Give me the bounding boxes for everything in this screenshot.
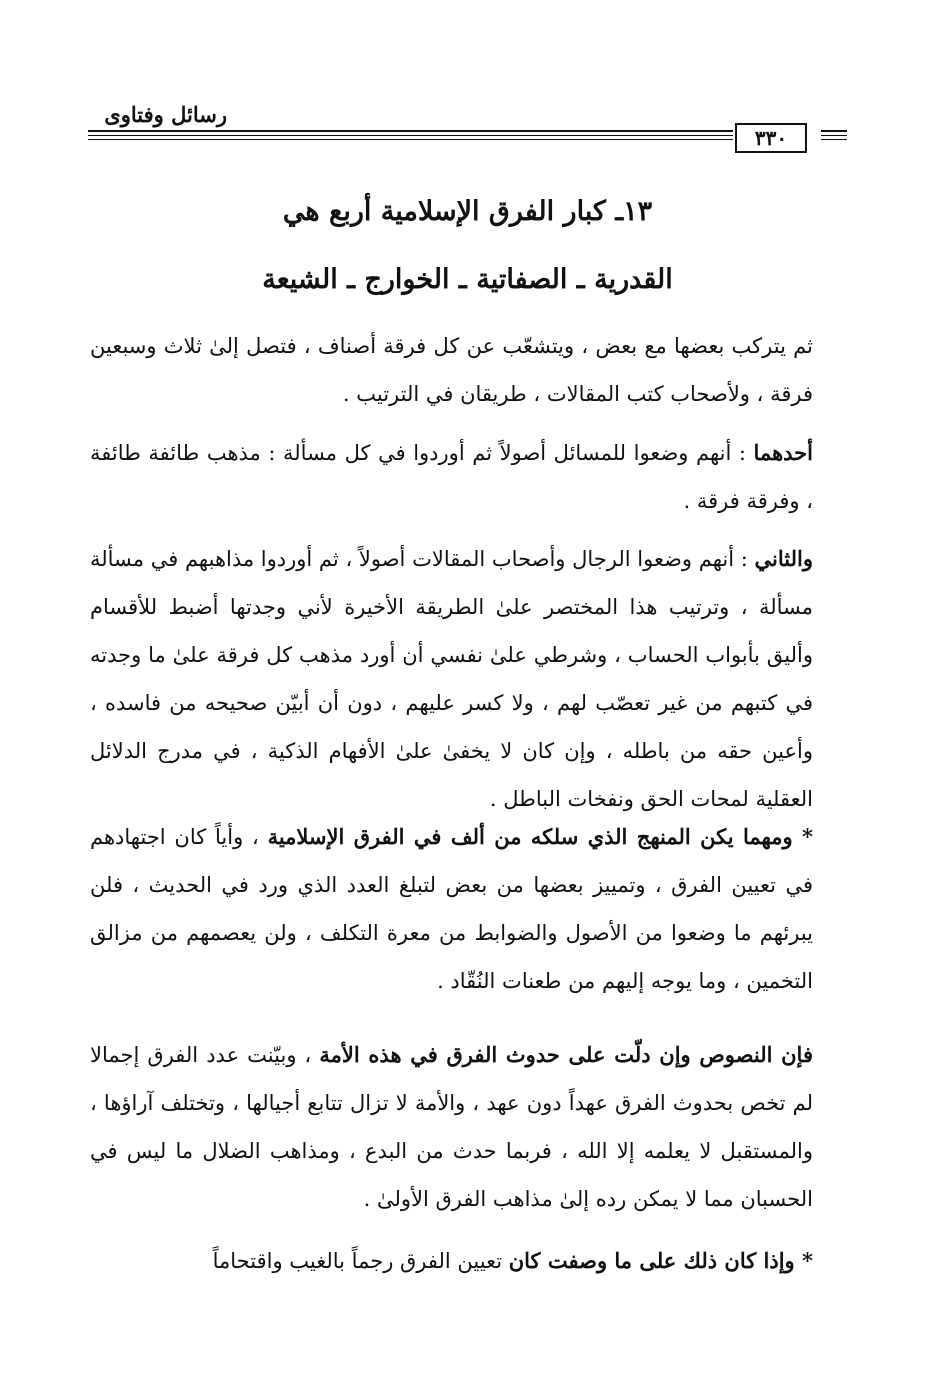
paragraph-text: ، وبيّنت عدد الفرق إجمالا لم تخص بحدوث الفرق عهداً دون عهد ، والأمة لا تزال تتابع أجيالها ، وتختلف آراؤها ، والمستقبل لا يعلمه إلا الله ، فربما حدث من البدع ، ومذاهب الضلال ما ليس في الحسبان مما لا يمكن رده إلىٰ مذاهب الفرق الأولىٰ . bbox=[90, 1043, 813, 1211]
paragraph-lead: * وإذا كان ذلك على ما وصفت كان bbox=[508, 1248, 813, 1273]
paragraph bbox=[90, 1237, 813, 1285]
paragraph-lead: فإن النصوص وإن دلّت على حدوث الفرق في هذه الأمة bbox=[319, 1042, 813, 1067]
paragraph-lead: * ومهما يكن المنهج الذي سلكه من ألف في الفرق الإسلامية bbox=[267, 824, 814, 849]
paragraph bbox=[90, 535, 813, 823]
paragraph-text: ، وأياً كان اجتهادهم في تعيين الفرق ، وتمييز بعضها من بعض لتبلغ العدد الذي ورد في الحديث ، فلن يبرئهم ما وضعوا من الأصول والضوابط من معرة التكلف ، ولن يعصمهم من مزالق التخمين ، وما يوجه إليهم من طعنات النُقّاد . bbox=[90, 825, 813, 993]
header-rule bbox=[88, 130, 733, 132]
paragraph bbox=[90, 429, 813, 525]
header-rule bbox=[821, 139, 847, 140]
paragraph bbox=[90, 322, 813, 418]
paragraph-lead: والثاني bbox=[754, 546, 813, 571]
paragraph-text: تعيين الفرق رجماً بالغيب واقتحاماً bbox=[212, 1249, 509, 1273]
header-rule bbox=[88, 139, 733, 140]
paragraph-lead: أحدهما bbox=[753, 440, 813, 465]
paragraph bbox=[90, 813, 813, 1005]
paragraph-text: : أنهم وضعوا الرجال وأصحاب المقالات أصولاً ، ثم أوردوا مذاهبهم في مسألة مسألة ، وترتيب هذا المختصر علىٰ الطريقة الأخيرة لأني وجدتها أضبط للأقسام وأليق بأبواب الحساب ، وشرطي علىٰ نفسي أن أورد مذهب كل فرقة علىٰ ما وجدته في كتبهم من غير تعصّب لهم ، ولا كسر عليهم ، دون أن أبيّن صحيحه من فاسده ، وأعين حقه من باطله ، وإن كان لا يخفىٰ علىٰ الأفهام الذكية ، في مدرج الدلائل العقلية لمحات الحق ونفخات الباطل . bbox=[90, 547, 813, 811]
page-number: ٣٣٠ bbox=[735, 123, 807, 153]
header-rule bbox=[821, 130, 847, 132]
paragraph-text: : أنهم وضعوا للمسائل أصولاً ثم أوردوا في كل مسألة : مذهب طائفة طائفة ، وفرقة فرقة . bbox=[90, 441, 813, 513]
running-title: رسائل وفتاوى bbox=[104, 102, 227, 127]
section-title: ١٣ـ كبار الفرق الإسلامية أربع هي bbox=[282, 196, 653, 227]
paragraph-text: ثم يتركب بعضها مع بعض ، ويتشعّب عن كل فرقة أصناف ، فتصل إلىٰ ثلاث وسبعين فرقة ، ولأصحاب كتب المقالات ، طريقان في الترتيب . bbox=[90, 334, 813, 406]
paragraph bbox=[90, 1031, 813, 1223]
header-rule bbox=[821, 135, 847, 136]
header-rule bbox=[88, 135, 733, 136]
section-subtitle: القدرية ـ الصفاتية ـ الخوارج ـ الشيعة bbox=[262, 264, 673, 295]
